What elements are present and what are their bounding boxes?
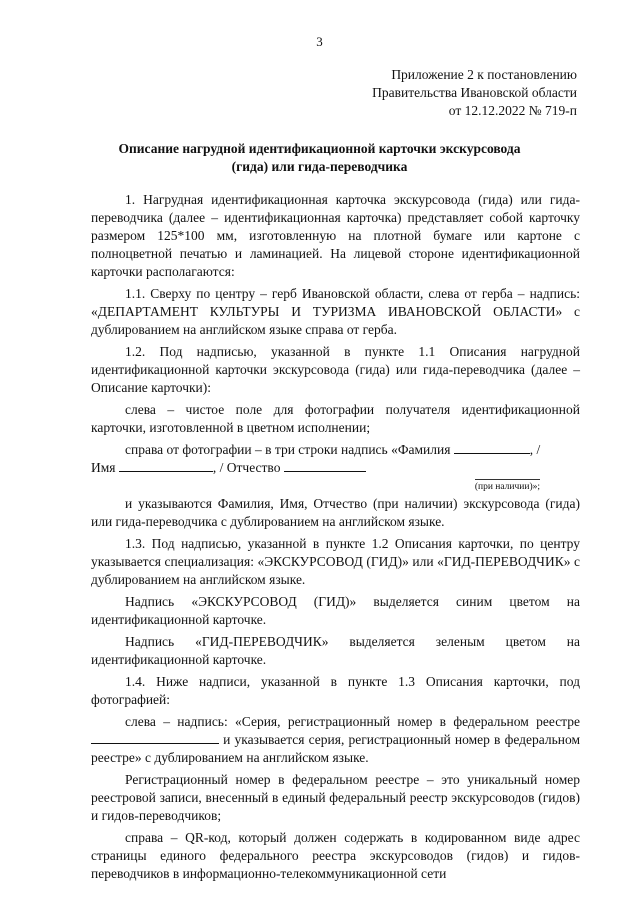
- appendix-line-3: от 12.12.2022 № 719-п: [448, 103, 577, 118]
- paragraph-1-3-blue: Надпись «ЭКСКУРСОВОД (ГИД)» выделяется синим цветом на идентификационной карточке.: [91, 594, 580, 627]
- appendix-line-1: Приложение 2 к постановлению: [391, 67, 577, 82]
- document-body: [91, 191, 580, 887]
- first-name-label: Имя: [91, 460, 116, 475]
- paragraph-1-3-green: Надпись «ГИД-ПЕРЕВОДЧИК» выделяется зеленым цветом на идентификационной карточке.: [91, 634, 580, 667]
- paragraph-1-2-right-cont: [91, 459, 580, 477]
- paragraph-1-4: 1.4. Ниже надписи, указанной в пункте 1.3 Описания карточки, под фотографией:: [91, 674, 580, 707]
- paragraph-1-2-left: слева – чистое поле для фотографии получателя идентификационной карточки, изготовленной в цветном исполнении;: [91, 402, 580, 435]
- paragraph-1-4-left: [91, 713, 580, 767]
- document-title: [62, 140, 577, 176]
- registry-blank: [91, 731, 219, 744]
- paragraph-1-2-right: [91, 441, 580, 459]
- patronymic-label: , / Отчество: [212, 460, 281, 475]
- series-label: слева – надпись: «Серия, регистрационный номер в федеральном реестре: [125, 714, 580, 729]
- series-label-cont: и указывается серия, регистрационный номер в федеральном реестре» с дублированием на английском языке.: [91, 732, 581, 765]
- page-number: 3: [316, 34, 323, 49]
- if-any-note: (при наличии)»;: [475, 479, 540, 493]
- title-line-2: (гида) или гида-переводчика: [231, 159, 408, 174]
- paragraph-1-4-reg: Регистрационный номер в федеральном реестре – это уникальный номер реестровой записи, внесенный в единый федеральный реестр экскурсоводов (гидов) и гидов-переводчиков;: [91, 772, 580, 823]
- paragraph-1-3: 1.3. Под надписью, указанной в пункте 1.2 Описания карточки, по центру указывается специализация: «ЭКСКУРСОВОД (ГИД)» или «ГИД-ПЕРЕВОДЧИК» с дублированием на английском языке.: [91, 536, 580, 587]
- name-separator: , /: [529, 442, 541, 457]
- paragraph-1-4-right: справа – QR-код, который должен содержать в кодированном виде адрес страницы единого федерального реестра экскурсоводов (гидов) и гидов-переводчиков в информационно-телекоммуникационной сети: [91, 830, 580, 881]
- paragraph-1: 1. Нагрудная идентификационная карточка экскурсовода (гида) или гида-переводчика (далее – идентификационная карточка) представляет собой карточку размером 125*100 мм, изготовленную на плотной бумаге или картоне с полноцветной печатью и ламинацией. На лицевой стороне идентификационной карточки располагаются:: [91, 192, 580, 279]
- patronymic-blank: [284, 459, 366, 472]
- name-label: справа от фотографии – в три строки надпись «Фамилия: [125, 442, 451, 457]
- surname-blank: [454, 441, 530, 454]
- appendix-line-2: Правительства Ивановской области: [372, 85, 577, 100]
- subnote-row: [91, 479, 580, 493]
- title-line-1: Описание нагрудной идентификационной карточки экскурсовода: [118, 141, 521, 156]
- paragraph-1-2-after: и указываются Фамилия, Имя, Отчество (при наличии) экскурсовода (гида) или гида-переводчика с дублированием на английском языке.: [91, 496, 580, 529]
- paragraph-1-1: 1.1. Сверху по центру – герб Ивановской области, слева от герба – надпись: «ДЕПАРТАМЕНТ КУЛЬТУРЫ И ТУРИЗМА ИВАНОВСКОЙ ОБЛАСТИ» с дублированием на английском языке справа от герба.: [91, 286, 580, 337]
- paragraph-1-2: 1.2. Под надписью, указанной в пункте 1.1 Описания нагрудной идентификационной карточки экскурсовода (гида) или гида-переводчика (далее – Описание карточки):: [91, 344, 580, 395]
- appendix-header: [372, 66, 577, 120]
- first-name-blank: [119, 459, 213, 472]
